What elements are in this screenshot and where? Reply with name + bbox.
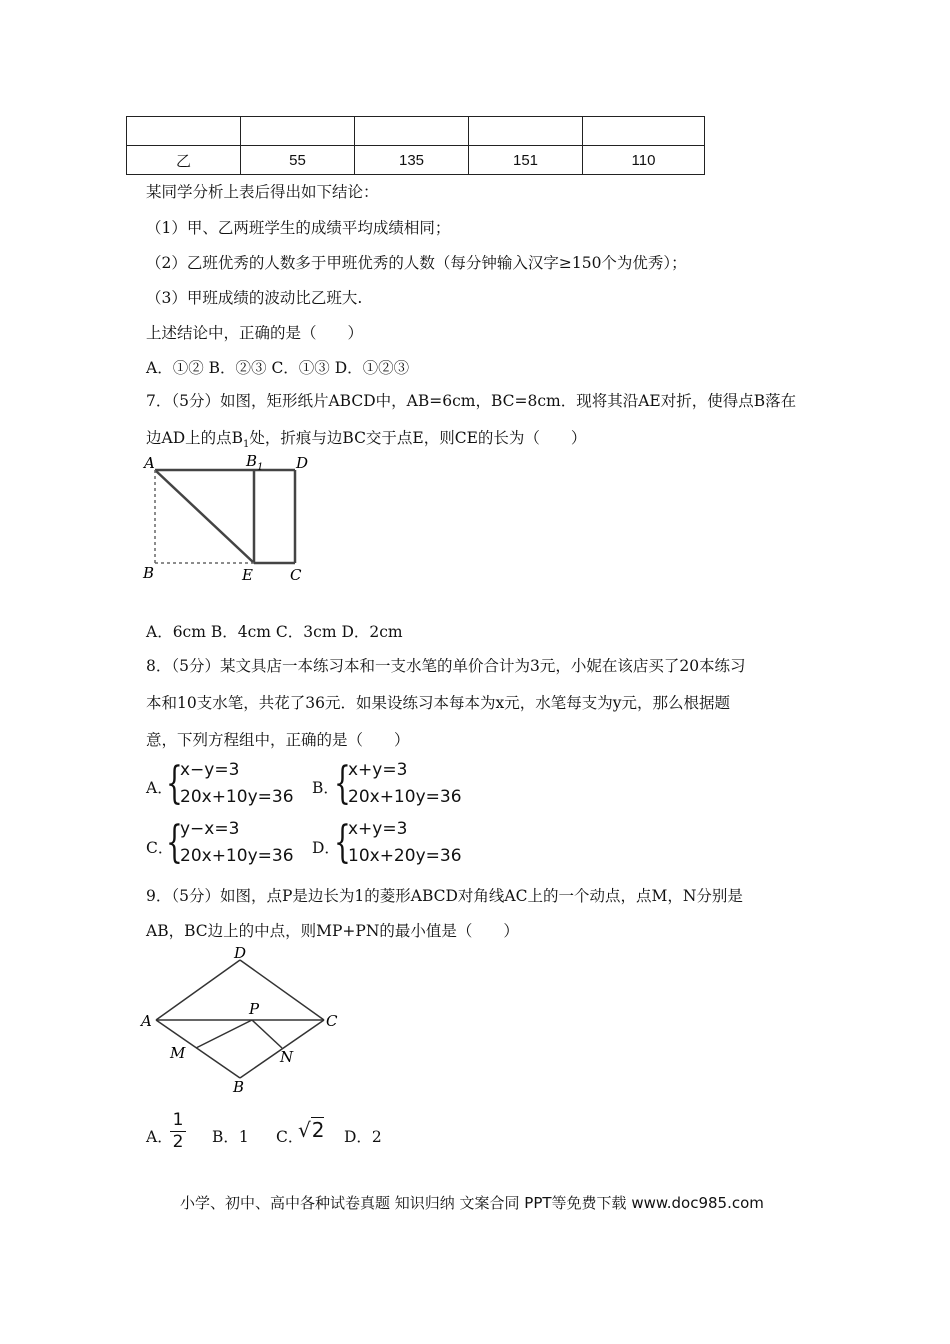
sqrt-two [298, 1118, 324, 1142]
table-cell: 110 [583, 146, 705, 175]
label-D: D [296, 454, 309, 472]
q9-line-2: AB，BC边上的中点，则MP+PN的最小值是（ ） [146, 922, 519, 940]
label-B1: B [246, 452, 258, 470]
table-cell [127, 117, 241, 146]
label-B: B [143, 564, 155, 582]
q9-option-d: D．2 [344, 1128, 382, 1146]
eq-row: 20x+10y=36 [180, 846, 294, 866]
label-D: D [234, 944, 247, 962]
label-E: E [242, 566, 253, 584]
score-table [126, 116, 705, 175]
fraction-one-half [170, 1110, 186, 1152]
analysis-question: 上述结论中，正确的是（ ） [146, 324, 364, 342]
label-A: A [144, 454, 155, 472]
label-B1-sub: 1 [257, 462, 264, 473]
conclusion-3: （3）甲班成绩的波动比乙班大. [146, 289, 363, 307]
brace-icon: { [166, 817, 183, 868]
q8-option-d-label: D． [312, 839, 340, 857]
eq-row: y−x=3 [180, 819, 240, 839]
label-C: C [326, 1012, 338, 1030]
label-C: C [290, 566, 302, 584]
label-M: M [170, 1044, 186, 1062]
q8-line-1: 8．（5分）某文具店一本练习本和一支水笔的单价合计为3元，小妮在该店买了20本练习 [146, 657, 746, 675]
table-cell: 55 [241, 146, 355, 175]
q7-line-2 [146, 426, 586, 450]
q8-option-a-system [166, 760, 296, 814]
q7-line-2b: 处，折痕与边BC交于点E，则CE的长为（ ） [249, 429, 587, 447]
q9-option-c-label: C． [276, 1128, 304, 1146]
q9-option-b: B．1 [212, 1128, 249, 1146]
eq-row: 20x+10y=36 [348, 787, 462, 807]
table-row [127, 117, 705, 146]
table-cell: 135 [355, 146, 469, 175]
q8-option-c-label: C． [146, 839, 174, 857]
q8-option-c-system [166, 819, 296, 873]
label-N: N [280, 1048, 294, 1066]
q8-line-2: 本和10支水笔，共花了36元．如果设练习本每本为x元，水笔每支为y元，那么根据题 [146, 694, 730, 712]
table-cell [583, 117, 705, 146]
label-A: A [141, 1012, 152, 1030]
conclusion-1: （1）甲、乙两班学生的成绩平均成绩相同； [146, 219, 451, 237]
q8-option-b-label: B． [312, 779, 339, 797]
table-row [127, 146, 705, 175]
eq-row: 20x+10y=36 [180, 787, 294, 807]
q7-options: A．6cm B．4cm C．3cm D．2cm [146, 623, 403, 641]
table-cell: 151 [469, 146, 583, 175]
sqrt-icon: √ [298, 1118, 311, 1142]
table-cell: 乙 [127, 146, 241, 175]
eq-row: x+y=3 [348, 819, 408, 839]
q7-line-2a: 边AD上的点B [146, 429, 244, 447]
analysis-intro: 某同学分析上表后得出如下结论： [146, 183, 379, 201]
analysis-options: A．①② B．②③ C．①③ D．①②③ [146, 359, 410, 377]
conclusion-2: （2）乙班优秀的人数多于甲班优秀的人数（每分钟输入汉字≥150个为优秀）； [146, 254, 687, 272]
fraction-denominator: 2 [170, 1131, 186, 1152]
label-P: P [249, 1000, 260, 1018]
q8-option-a-label: A． [146, 779, 173, 797]
table-cell [355, 117, 469, 146]
q8-option-b-system [334, 760, 464, 814]
q9-option-a-label: A． [146, 1128, 173, 1146]
eq-row: x+y=3 [348, 760, 408, 780]
table-cell [469, 117, 583, 146]
q9-figure [138, 940, 348, 1100]
brace-icon: { [334, 817, 351, 868]
fraction-numerator: 1 [172, 1110, 184, 1130]
brace-icon: { [334, 758, 351, 809]
eq-row: x−y=3 [180, 760, 240, 780]
brace-icon: { [166, 758, 183, 809]
page-footer: 小学、初中、高中各种试卷真题 知识归纳 文案合同 PPT等免费下载 www.doc985.com [180, 1194, 764, 1212]
eq-row: 10x+20y=36 [348, 846, 462, 866]
table-cell [241, 117, 355, 146]
q7-figure [140, 450, 320, 585]
q8-option-d-system [334, 819, 464, 873]
q7-sub: 1 [243, 439, 250, 451]
q7-line-1: 7．（5分）如图，矩形纸片ABCD中，AB=6cm，BC=8cm．现将其沿AE对折，使得点B落在 [146, 392, 797, 410]
radicand: 2 [311, 1118, 325, 1142]
q8-line-3: 意，下列方程组中，正确的是（ ） [146, 731, 410, 749]
label-B: B [233, 1078, 245, 1096]
q9-line-1: 9．（5分）如图，点P是边长为1的菱形ABCD对角线AC上的一个动点，点M，N分别是 [146, 887, 743, 905]
